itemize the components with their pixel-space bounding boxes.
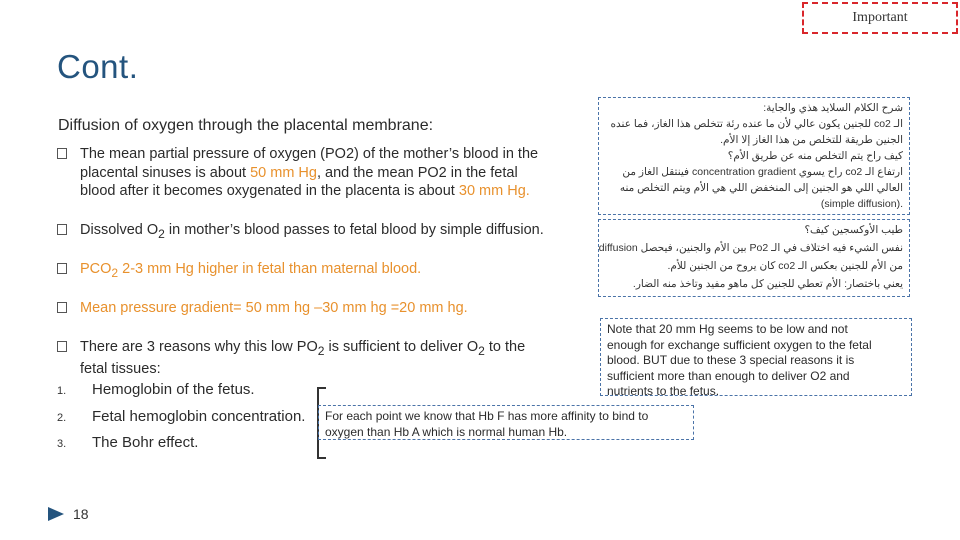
bullet-box-icon (57, 341, 67, 352)
bullet-text: The mean partial pressure of oxygen (PO2) of the mother’s blood in the (80, 146, 539, 162)
slide-arrow-icon (48, 507, 64, 521)
arabic-note-oxygen (598, 219, 910, 297)
value-30: 30 mm Hg. (458, 183, 530, 199)
note-line: Note that 20 mm Hg seems to be low and not (607, 322, 848, 336)
gradient-note (600, 318, 912, 396)
note-line: blood. BUT due to these 3 special reasons it is (607, 353, 855, 367)
reason-text: Fetal hemoglobin concentration. (92, 408, 306, 425)
note-line: nutrients to the fetus. (607, 384, 720, 398)
bullet-box-icon (57, 148, 67, 159)
arabic-line: شرح الكلام السلايد هذي والجاية: (763, 102, 903, 114)
bullet-text: Dissolved $O_2$ in mother’s blood passes to fetal blood by simple diffusion. (80, 222, 544, 241)
bullet-text: There are 3 reasons why this low $PO_2$ is sufficient to deliver $O_2$ to the (80, 339, 526, 358)
arabic-line: الـ co2 للجنين يكون عالي لأن ما عنده رئة تتخلص هذا الغاز، فما عنده (610, 118, 903, 130)
arabic-line: كيف راح يتم التخلص منه عن طريق الأم؟ (727, 150, 903, 162)
bullet-box-icon (57, 224, 67, 235)
arabic-line: من الأم للجنين بعكس الـ co2 كان يروح من الجنين للأم. (667, 260, 903, 272)
note-line: sufficient more than enough to deliver O2 and (607, 368, 850, 383)
page-number: 18 (73, 506, 89, 522)
bullet-text: fetal tissues: (80, 361, 161, 378)
slide-title: Cont. (57, 48, 139, 85)
arabic-line: يعني باختصار: الأم تعطي للجنين كل ماهو مفيد وتاخذ منه الضار. (632, 278, 903, 290)
bullet-box-icon (57, 302, 67, 313)
reason-number: 1. (57, 385, 67, 397)
reason-text: Hemoglobin of the fetus. (92, 381, 255, 398)
hb-affinity-note (318, 405, 694, 440)
bullet-text: blood after it becomes oxygenated in the placenta is about 30 mm Hg. (80, 183, 530, 199)
reason-text: The Bohr effect. (92, 434, 199, 451)
reason-number: 2. (57, 412, 67, 424)
bullet-text: $PCO_2$ 2-3 mm Hg higher in fetal than maternal blood. (80, 261, 422, 280)
reason-number: 3. (57, 438, 67, 450)
arabic-line: العالي اللي هو الجنين إلى المنخفض اللي هي الأم ويتم التخلص منه (619, 182, 903, 194)
arabic-line: نفس الشيء فيه اختلاف في الـ Po2 بين الأم والجنين، فيحصل diffusion (598, 242, 903, 254)
arabic-line: طيب الأوكسجين كيف؟ (804, 224, 903, 236)
bullet-text: Mean pressure gradient= 50 mm hg –30 mm hg =20 mm hg. (80, 300, 468, 316)
arabic-line: الجنين طريقة للتخلص من هذا الغاز إلا الأم. (720, 134, 903, 146)
arabic-note-co2 (598, 97, 910, 215)
note-line: enough for exchange sufficient oxygen to the fetal (607, 337, 872, 352)
arabic-line: ارتفاع الـ co2 راح يسوي concentration gradient فينتقل الغاز من (622, 166, 903, 178)
bullet-box-icon (57, 263, 67, 274)
section-heading: Diffusion of oxygen through the placental membrane: (58, 117, 434, 134)
important-tag: Important (802, 2, 958, 34)
arabic-line: .(simple diffusion) (820, 198, 903, 210)
note-line: oxygen than Hb A which is normal human Hb. (325, 425, 568, 439)
value-50: 50 mm Hg (250, 164, 317, 181)
bullet-text: placental sinuses is about 50 mm Hg, and the mean PO2 in the fetal (80, 164, 518, 181)
note-line: For each point we know that Hb F has more affinity to bind to (325, 409, 649, 423)
